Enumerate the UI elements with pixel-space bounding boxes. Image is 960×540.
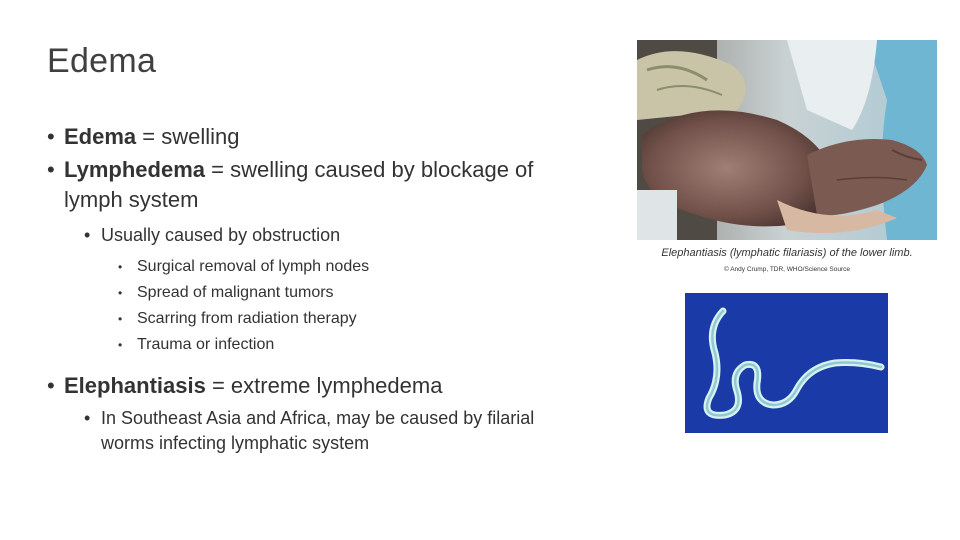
term-elephantiasis: Elephantiasis: [64, 373, 206, 398]
photo-credit: © Andy Crump, TDR, WHO/Science Source: [723, 266, 851, 273]
definition-elephantiasis: = extreme lymphedema: [205, 373, 443, 398]
list-item-text: Spread of malignant tumors: [137, 284, 334, 301]
definition-edema: = swelling: [136, 124, 240, 149]
elephantiasis-photo: [637, 40, 937, 240]
bullet-dot-icon: •: [118, 260, 123, 274]
sub-bullet-obstruction: [47, 223, 607, 248]
list-item: [47, 332, 607, 358]
bullet-dot-icon: •: [47, 373, 55, 398]
bullet-dot-icon: •: [118, 286, 123, 300]
elephantiasis-illustration: [637, 40, 937, 240]
sub-bullet-text: In Southeast Asia and Africa, may be caused by filarial worms infecting lymphatic system: [101, 408, 535, 453]
bullet-dot-icon: •: [47, 124, 55, 149]
list-item-text: Trauma or infection: [137, 336, 275, 353]
term-edema: Edema: [64, 124, 137, 149]
bullet-elephantiasis: [47, 371, 607, 401]
sub-bullet-filarial: [47, 406, 591, 456]
cause-list: [47, 254, 607, 358]
bullet-dot-icon: •: [84, 225, 91, 245]
bullet-list: [47, 122, 607, 456]
filarial-worm-photo: [685, 293, 888, 433]
photo-caption: Elephantiasis (lymphatic filariasis) of the lower limb.: [661, 247, 913, 259]
bullet-dot-icon: •: [84, 408, 91, 428]
term-lymphedema: Lymphedema: [64, 157, 206, 182]
bullet-edema: [47, 122, 607, 152]
bullet-dot-icon: •: [47, 157, 55, 182]
list-item: [47, 254, 607, 280]
bullet-dot-icon: •: [118, 338, 123, 352]
slide-title: Edema: [47, 42, 157, 80]
list-item-text: Scarring from radiation therapy: [137, 310, 357, 327]
bullet-dot-icon: •: [118, 312, 123, 326]
sub-bullet-text: Usually caused by obstruction: [101, 225, 341, 245]
list-item: [47, 306, 607, 332]
list-item: [47, 280, 607, 306]
definition-lymphedema: = swelling caused by blockage of lymph system: [64, 157, 534, 212]
filarial-worm-illustration: [685, 293, 888, 433]
list-item-text: Surgical removal of lymph nodes: [137, 258, 370, 275]
bullet-lymphedema: [47, 155, 594, 215]
